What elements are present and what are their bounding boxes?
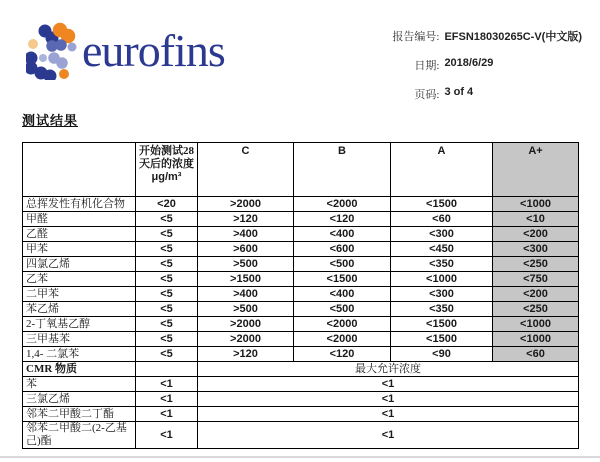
report-date-label: 日期: bbox=[414, 60, 440, 72]
table-header-row bbox=[23, 143, 579, 197]
report-info-block bbox=[381, 28, 582, 115]
header-substance-blank bbox=[23, 143, 136, 197]
eurofins-logo bbox=[26, 22, 225, 80]
table-row: 2-丁氧基乙醇 <5 >2000 <2000 <1500 <1000 bbox=[23, 317, 579, 332]
cmr-section-label: CMR 物质 bbox=[23, 362, 136, 377]
page-number-row bbox=[381, 86, 582, 102]
test-results-table bbox=[22, 142, 579, 449]
report-number-label: 报告编号: bbox=[392, 31, 440, 43]
cmr-section-header-row bbox=[23, 362, 579, 377]
table-row: 乙苯 <5 >1500 <1500 <1000 <750 bbox=[23, 272, 579, 287]
header-class-a: A bbox=[391, 143, 493, 197]
report-date-value: 2018/6/29 bbox=[444, 57, 494, 69]
header-class-aplus: A+ bbox=[493, 143, 579, 197]
logo-wordmark: eurofins bbox=[82, 25, 225, 76]
table-row: 总挥发性有机化合物 <20 >2000 <2000 <1500 <1000 bbox=[23, 197, 579, 212]
page-bottom-edge bbox=[0, 456, 600, 458]
cmr-blank-cell bbox=[136, 362, 198, 377]
cmr-row: 三氯乙烯 <1 <1 bbox=[23, 392, 579, 407]
header-class-b: B bbox=[294, 143, 391, 197]
table-row: 二甲苯 <5 >400 <400 <300 <200 bbox=[23, 287, 579, 302]
table-row: 乙醛 <5 >400 <400 <300 <200 bbox=[23, 227, 579, 242]
table-row: 四氯乙烯 <5 >500 <500 <350 <250 bbox=[23, 257, 579, 272]
report-number-row bbox=[381, 28, 582, 44]
section-title-test-results: 测试结果 bbox=[22, 113, 79, 128]
report-number-value: EFSN18030265C-V(中文版) bbox=[444, 31, 582, 43]
cmr-max-allowed-label: 最大允许浓度 bbox=[198, 362, 579, 377]
cmr-row: 邻苯二甲酸二(2-乙基己)酯 <1 <1 bbox=[23, 422, 579, 449]
table-row: 三甲基苯 <5 >2000 <2000 <1500 <1000 bbox=[23, 332, 579, 347]
page-number-label: 页码: bbox=[414, 89, 440, 101]
table-row: 甲醛 <5 >120 <120 <60 <10 bbox=[23, 212, 579, 227]
cmr-row: 邻苯二甲酸二丁酯 <1 <1 bbox=[23, 407, 579, 422]
cmr-row: 苯 <1 <1 bbox=[23, 377, 579, 392]
report-date-row bbox=[381, 57, 582, 73]
page-number-value: 3 of 4 bbox=[444, 86, 474, 98]
table-row: 1,4- 二氯苯 <5 >120 <120 <90 <60 bbox=[23, 347, 579, 362]
header-class-c: C bbox=[198, 143, 294, 197]
header-day28-concentration: 开始测试28 天后的浓度 μg/m³ bbox=[136, 143, 198, 197]
table-row: 苯乙烯 <5 >500 <500 <350 <250 bbox=[23, 302, 579, 317]
table-row: 甲苯 <5 >600 <600 <450 <300 bbox=[23, 242, 579, 257]
logo-mark-icon bbox=[26, 22, 78, 80]
